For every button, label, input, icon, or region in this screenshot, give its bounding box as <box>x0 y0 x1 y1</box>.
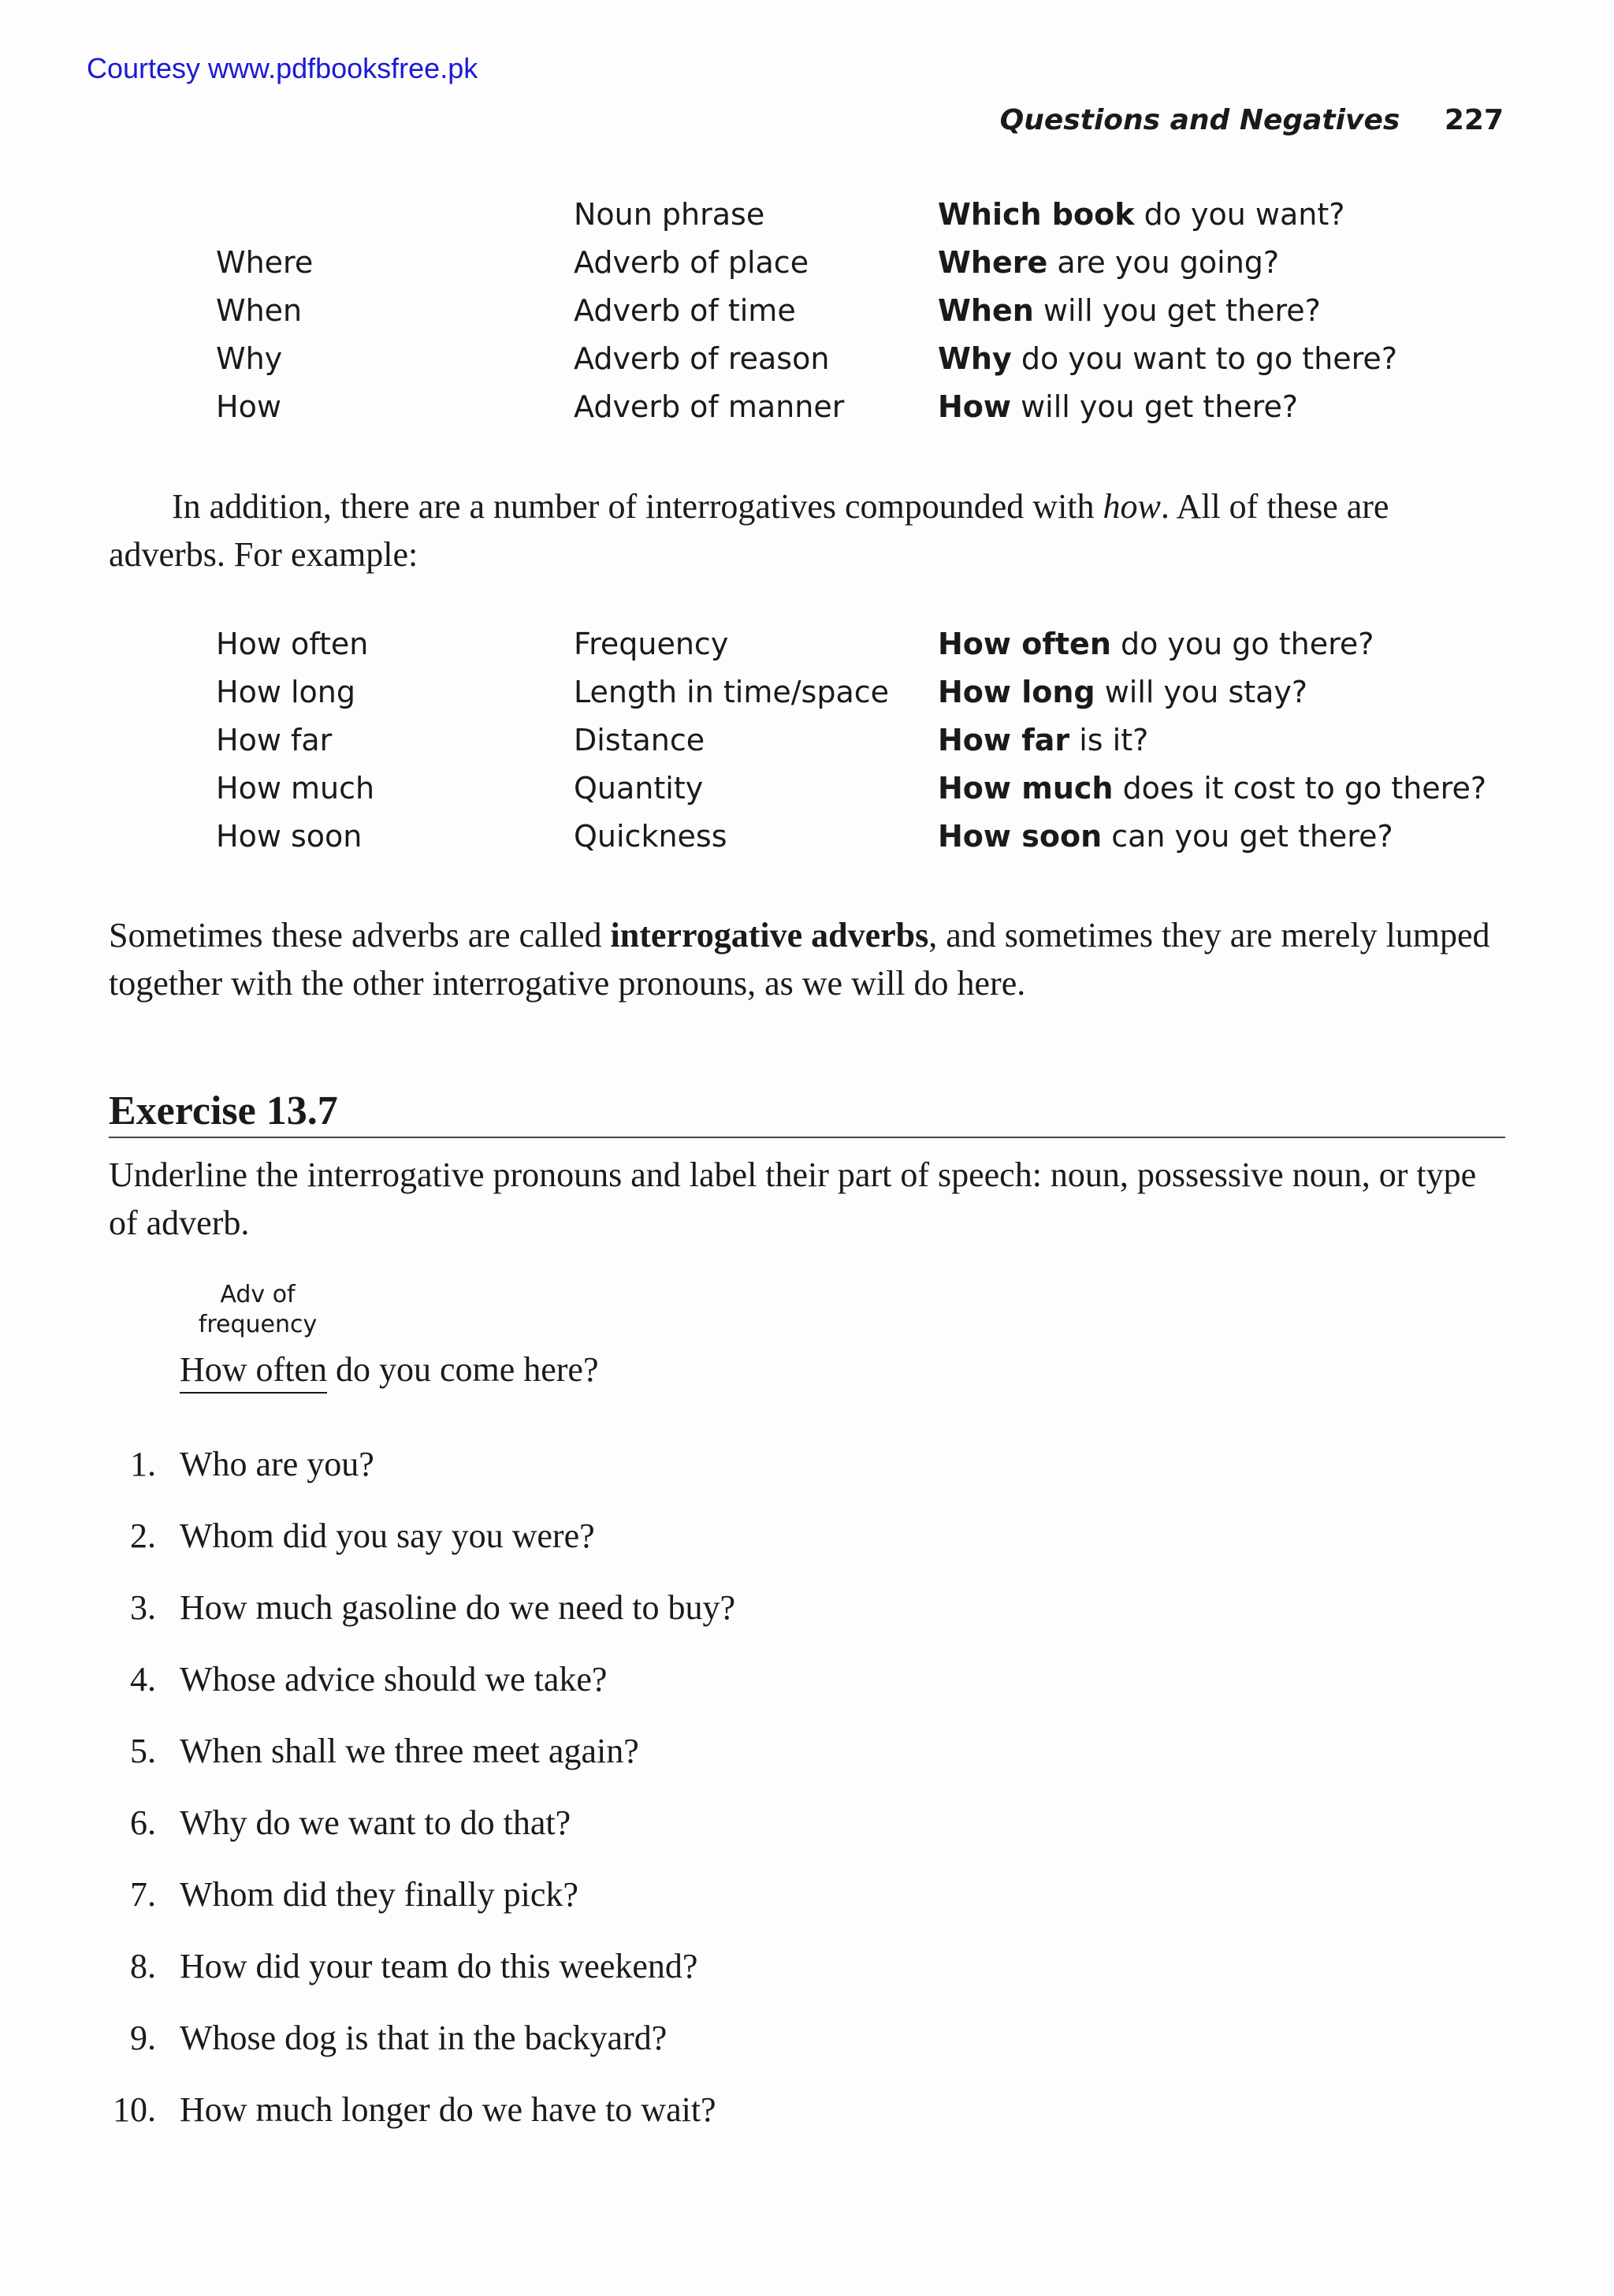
table-cell-word: How <box>216 389 281 424</box>
example-rest: is it? <box>1069 723 1149 757</box>
example-bold: How <box>938 389 1012 424</box>
table-cell-type: Adverb of time <box>574 293 796 328</box>
table-cell-example <box>938 389 1298 424</box>
example-bold: How often <box>938 627 1111 661</box>
table-cell-type: Adverb of reason <box>574 341 830 376</box>
example-bold: Why <box>938 341 1012 376</box>
item-text: Whom did you say you were? <box>180 1516 595 1555</box>
table-row <box>0 771 1614 819</box>
table-cell-example <box>938 819 1393 854</box>
table-cell-word: How often <box>216 627 369 661</box>
table-cell-type: Noun phrase <box>574 197 765 232</box>
para-bold: interrogative adverbs <box>610 916 929 954</box>
example-rest: do you go there? <box>1110 627 1374 661</box>
example-rest: do you want to go there? <box>1011 341 1397 376</box>
para-text: . All of these are adverbs. For example: <box>109 487 1389 574</box>
table-row <box>0 293 1614 341</box>
table-cell-example <box>938 675 1307 709</box>
example-sentence <box>180 1349 599 1390</box>
item-number: 2. <box>130 1516 156 1555</box>
table-cell-word: When <box>216 293 303 328</box>
table-cell-word: How long <box>216 675 355 709</box>
example-rest: will you get there? <box>1011 389 1299 424</box>
table-cell-word: Why <box>216 341 283 376</box>
example-label-line: Adv of <box>220 1281 296 1308</box>
table-cell-word: How far <box>216 723 333 757</box>
table-cell-example <box>938 627 1374 661</box>
example-rest: can you get there? <box>1102 819 1393 854</box>
table-cell-example <box>938 293 1321 328</box>
table-cell-word: How much <box>216 771 375 806</box>
example-bold: Which book <box>938 197 1135 232</box>
para-text: Sometimes these adverbs are called <box>109 916 611 954</box>
table-row <box>0 675 1614 723</box>
chapter-title: Questions and Negatives <box>999 104 1400 136</box>
para-text: , and sometimes they are merely lumped together with the other interrogative pronouns, as we will do here. <box>109 916 1490 1003</box>
example-bold: Where <box>938 245 1048 280</box>
example-rest: will you get there? <box>1033 293 1321 328</box>
item-text: How did your team do this weekend? <box>180 1947 698 1985</box>
item-text: When shall we three meet again? <box>180 1732 639 1770</box>
table-cell-example <box>938 245 1279 280</box>
table-cell-type: Frequency <box>574 627 729 661</box>
item-number: 10. <box>113 2090 156 2129</box>
example-rest: does it cost to go there? <box>1113 771 1487 806</box>
item-text: Why do we want to do that? <box>180 1803 571 1842</box>
running-head <box>1000 104 1504 136</box>
table-cell-type: Quantity <box>574 771 704 806</box>
table-row <box>0 819 1614 867</box>
item-number: 1. <box>130 1445 156 1483</box>
item-text: Whose dog is that in the backyard? <box>180 2019 668 2057</box>
example-bold: When <box>938 293 1034 328</box>
exercise-title: Exercise 13.7 <box>109 1088 338 1133</box>
item-text: Whom did they finally pick? <box>180 1875 578 1914</box>
example-rest: do you come here? <box>326 1350 599 1389</box>
table-cell-type: Quickness <box>574 819 727 854</box>
para-italic: how <box>1103 487 1161 526</box>
table-cell-example <box>938 341 1397 376</box>
item-text: How much gasoline do we need to buy? <box>180 1588 736 1627</box>
item-number: 5. <box>130 1732 156 1770</box>
exercise-divider <box>109 1137 1505 1138</box>
item-text: Whose advice should we take? <box>180 1660 608 1699</box>
table-cell-type: Adverb of manner <box>574 389 845 424</box>
table-cell-type: Length in time/space <box>574 675 890 709</box>
table-row <box>0 197 1614 245</box>
table-row <box>0 723 1614 771</box>
table-row <box>0 245 1614 293</box>
courtesy-link[interactable]: Courtesy www.pdfbooksfree.pk <box>87 52 478 84</box>
table-row <box>0 627 1614 675</box>
example-bold: How long <box>938 675 1095 709</box>
table-cell-example <box>938 197 1344 232</box>
example-rest: are you going? <box>1047 245 1280 280</box>
table-cell-type: Distance <box>574 723 705 757</box>
example-underlined: How often <box>180 1350 327 1394</box>
page-number: 227 <box>1444 104 1504 136</box>
item-number: 3. <box>130 1588 156 1627</box>
item-number: 8. <box>130 1947 156 1985</box>
example-rest: will you stay? <box>1095 675 1308 709</box>
table-cell-type: Adverb of place <box>574 245 809 280</box>
table-cell-word: How soon <box>216 819 363 854</box>
example-rest: do you want? <box>1134 197 1345 232</box>
example-label <box>197 1280 318 1340</box>
item-number: 6. <box>130 1803 156 1842</box>
item-text: How much longer do we have to wait? <box>180 2090 716 2129</box>
item-text: Who are you? <box>180 1445 374 1483</box>
table-cell-example <box>938 771 1486 806</box>
paragraph-interrogative-adverbs <box>109 911 1512 1007</box>
item-number: 9. <box>130 2019 156 2057</box>
example-bold: How much <box>938 771 1114 806</box>
example-bold: How far <box>938 723 1070 757</box>
paragraph-how-compounds <box>109 482 1512 579</box>
table-row <box>0 341 1614 389</box>
item-number: 7. <box>130 1875 156 1914</box>
example-bold: How soon <box>938 819 1103 854</box>
table-cell-example <box>938 723 1148 757</box>
table-row <box>0 389 1614 437</box>
exercise-instructions: Underline the interrogative pronouns and label their part of speech: noun, possessive noun, or type of adverb. <box>109 1155 1477 1242</box>
table-cell-word: Where <box>216 245 314 280</box>
example-label-line: frequency <box>198 1311 318 1338</box>
item-number: 4. <box>130 1660 156 1699</box>
para-text: In addition, there are a number of interrogatives compounded with <box>172 487 1103 526</box>
